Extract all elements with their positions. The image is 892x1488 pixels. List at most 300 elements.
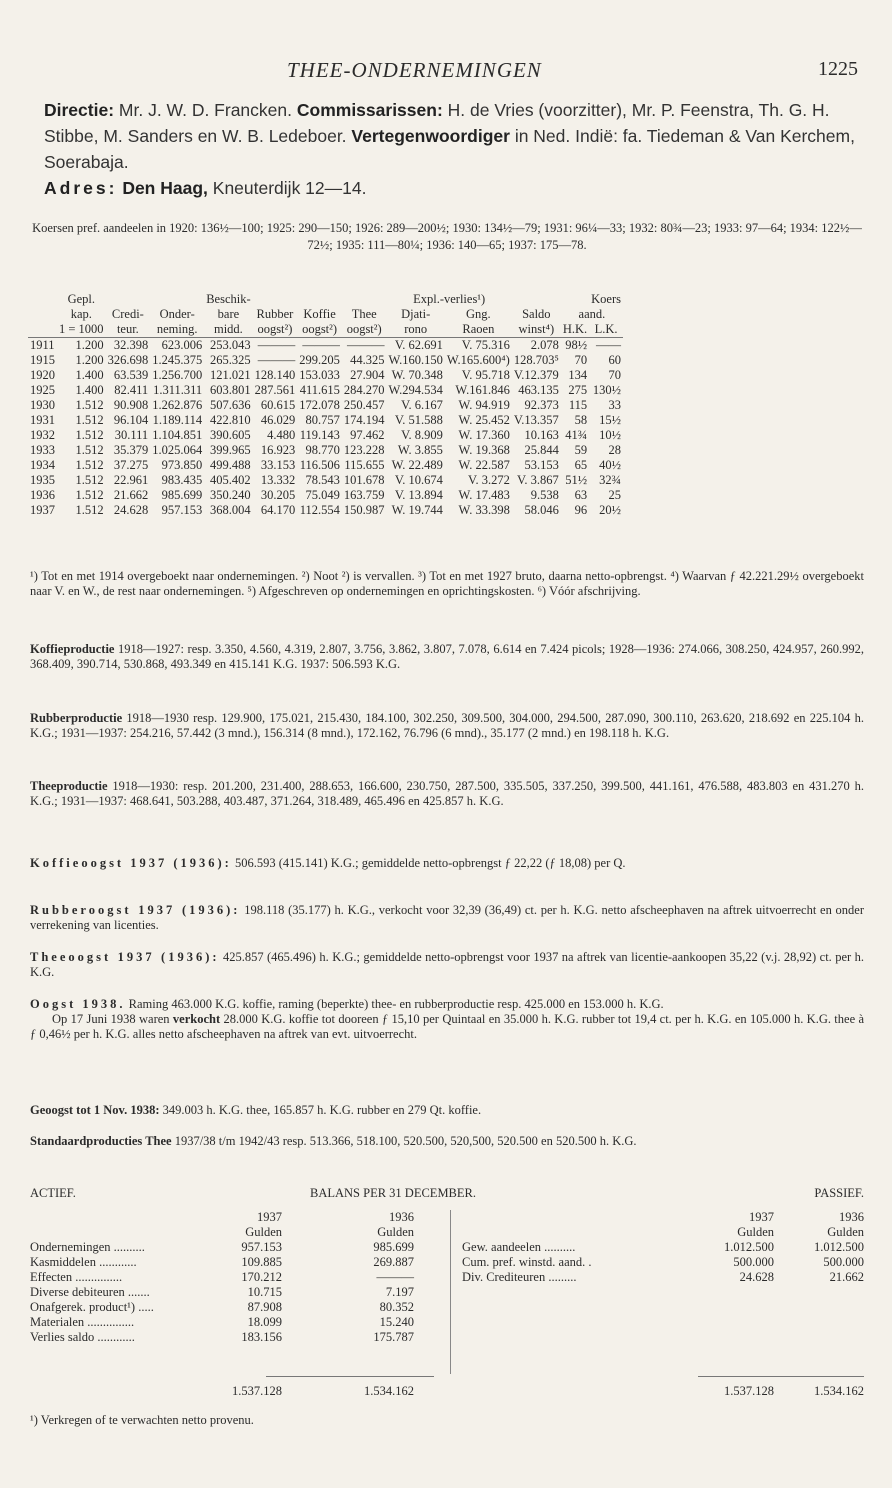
theeoogst-text: 425.857 (465.496) h. K.G.; gemiddelde netto-opbrengst voor 1937 na aftrek van licentie-aankoopen 35,22 (v.j. 28,92) ct. per h. K.G. [30, 950, 864, 979]
passief-heading: PASSIEF. [814, 1186, 864, 1200]
table-row [28, 368, 623, 383]
table-cell: W. 17.360 [458, 428, 510, 442]
table-cell: 153.033 [299, 368, 340, 382]
table-cell: W. 70.348 [391, 368, 443, 382]
table-cell: 1.512 [75, 413, 104, 427]
table-cell [297, 292, 342, 307]
table-cell: 623.006 [150, 338, 204, 354]
table-cell: 284.270 [343, 383, 385, 397]
table-cell: 1937 [30, 503, 55, 517]
table-cell: 1.200 [75, 353, 104, 367]
table-cell: 1.512 [75, 398, 104, 412]
table-row [28, 503, 623, 518]
balance-row [30, 1300, 432, 1315]
balance-item-value: 21.662 [829, 1270, 864, 1284]
balance-item-value: 985.699 [373, 1240, 414, 1254]
oogst-text: Raming 463.000 K.G. koffie, raming (beperkte) thee- en rubberproductie resp. 425.000 en 153.000 h. K.G. [128, 997, 664, 1011]
table-cell: 287.561 [254, 383, 296, 397]
year-1937: 1937 [749, 1210, 774, 1224]
table-cell: 115.655 [344, 458, 385, 472]
oogst-label: Oogst 1938. [30, 997, 126, 1011]
table-cell: Thee [351, 307, 377, 321]
balance-item-label: Cum. pref. winstd. aand. . [462, 1255, 592, 1269]
table-cell: 51½ [565, 473, 588, 487]
verkocht-pre: Op 17 Juni 1938 waren [52, 1012, 170, 1026]
table-cell: 46.029 [260, 413, 296, 427]
passief-column [462, 1210, 864, 1285]
table-row [28, 383, 623, 398]
balance-item-value: 80.352 [379, 1300, 414, 1314]
table-cell: 116.506 [299, 458, 340, 472]
table-cell: 957.153 [161, 503, 203, 517]
share-prices: Koersen pref. aandeelen in 1920: 136½—100; 1925: 290—150; 1926: 289—200½; 1930: 134½—79; 1931: 96¼—33; 1932: 80¾—23; 1933: 97—64; 1934: 122½—72½; 1935: 111—80¼; 1936: 140—65; 1937: 175—78. [32, 221, 862, 252]
table-cell: V. 95.718 [461, 368, 510, 382]
table-cell: V. 10.674 [394, 473, 443, 487]
table-header-row [28, 292, 623, 307]
table-cell: 128.140 [254, 368, 296, 382]
table-cell: Rubber [256, 307, 294, 321]
table-cell: 1.025.064 [152, 443, 203, 457]
table-cell: 1920 [30, 368, 55, 382]
table-cell: Djati- [401, 307, 431, 321]
table-cell: 1.104.851 [152, 428, 203, 442]
oogst-1938 [30, 997, 864, 1042]
page-number: 1225 [818, 58, 858, 80]
table-cell: 350.240 [210, 488, 251, 502]
directie-label: Directie: [44, 100, 115, 120]
table-cell: 32¾ [599, 473, 621, 487]
table-cell: 422.810 [210, 413, 251, 427]
balance-row [30, 1315, 432, 1330]
table-cell [253, 292, 298, 307]
balance-item-value: 7.197 [385, 1285, 414, 1299]
table-cell [28, 292, 57, 307]
balance-title: BALANS PER 31 DECEMBER. [310, 1186, 476, 1200]
balance-row [30, 1285, 432, 1300]
section-title: THEE-ONDERNEMINGEN [287, 58, 542, 82]
table-cell: 41¾ [565, 428, 588, 442]
table-cell: 119.143 [299, 428, 340, 442]
table-cell: 37.275 [113, 458, 149, 472]
table-cell: Credi- [111, 307, 144, 321]
table-cell: 60.615 [260, 398, 296, 412]
table-cell: 985.699 [161, 488, 203, 502]
table-cell [28, 322, 57, 338]
table-cell: 326.698 [107, 353, 149, 367]
unit-label: Gulden [245, 1225, 282, 1239]
unit-label: Gulden [377, 1225, 414, 1239]
table-cell: W. 3.855 [397, 443, 443, 457]
actief-heading: ACTIEF. [30, 1186, 76, 1200]
balance-item-label: Kasmiddelen ............ [30, 1255, 137, 1269]
table-cell: 174.194 [343, 413, 385, 427]
directie-text: Mr. J. W. D. Francken. [118, 100, 292, 120]
table-cell: V. 75.316 [445, 338, 512, 354]
table-cell: 1.400 [75, 368, 104, 382]
table-cell: 399.965 [210, 443, 251, 457]
company-info [44, 97, 864, 201]
table-cell: 4.480 [267, 428, 296, 442]
table-cell: 1.262.876 [152, 398, 203, 412]
actief-column [30, 1210, 432, 1345]
table-cell: oogst²) [257, 322, 293, 336]
table-cell: 2.078 [512, 338, 561, 354]
table-cell: 1935 [30, 473, 55, 487]
table-cell: kap. [70, 307, 92, 321]
table-cell: V. 6.167 [401, 398, 443, 412]
table-cell: 58.046 [524, 503, 559, 517]
balance-row [462, 1255, 864, 1270]
table-cell: H.K. [562, 322, 588, 336]
table-cell: 82.411 [114, 383, 149, 397]
balance-sheet [30, 1186, 864, 1398]
year-1937: 1937 [257, 1210, 282, 1224]
table-cell: 275 [568, 383, 588, 397]
balance-item-label: Materialen ............... [30, 1315, 135, 1329]
table-cell: 70 [574, 353, 588, 367]
thee-label: Theeproductie [30, 779, 108, 793]
table-cell: Raoen [462, 322, 495, 336]
balance-item-label: Verlies saldo ............ [30, 1330, 135, 1344]
actief-total-1937: 1.537.128 [232, 1384, 282, 1398]
koffieoogst-text: 506.593 (415.141) K.G.; gemiddelde netto-opbrengst ƒ 22,22 (ƒ 18,08) per Q. [234, 856, 626, 870]
table-cell [106, 292, 151, 307]
table-cell: 96.104 [113, 413, 149, 427]
table-cell: 98½ [561, 338, 589, 354]
table-header-row [28, 307, 623, 322]
balance-item-value: 183.156 [241, 1330, 282, 1344]
balance-item-label: Onafgerek. product¹) ..... [30, 1300, 154, 1314]
table-cell: 1936 [30, 488, 55, 502]
table-cell: 92.373 [524, 398, 559, 412]
table-header-row [28, 322, 623, 338]
table-cell: 1931 [30, 413, 55, 427]
table-cell: 973.850 [161, 458, 203, 472]
table-cell: 96 [574, 503, 588, 517]
rubberoogst-text: 198.118 (35.177) h. K.G., verkocht voor 32,39 (36,49) ct. per h. K.G. netto afscheephaven na aftrek uitvoerrecht en onder verrekening van licenties. [30, 903, 865, 932]
total-line [698, 1376, 864, 1377]
table-cell: 70 [608, 368, 621, 382]
table-cell: 172.078 [299, 398, 340, 412]
table-cell: V. 62.691 [387, 338, 445, 354]
table-cell: 1.200 [57, 338, 106, 354]
table-cell: 1.189.114 [152, 413, 203, 427]
commissarissen-text: H. de Vries (voorzitter), Mr. P. Feenstra, Th. G. H. Stibbe, M. Sanders en W. B. Ledeboer. [44, 100, 830, 146]
table-cell: 15½ [599, 413, 621, 427]
table-cell: 10.163 [524, 428, 559, 442]
balance-row [30, 1240, 432, 1255]
table-cell: 265.325 [210, 353, 251, 367]
balance-item-value: 170.212 [241, 1270, 282, 1284]
table-cell: 97.462 [350, 428, 385, 442]
table-cell: 368.004 [210, 503, 251, 517]
year-1936: 1936 [389, 1210, 414, 1224]
table-cell: 1911 [28, 338, 57, 354]
table-cell: 28 [608, 443, 621, 457]
table-cell: 75.049 [305, 488, 340, 502]
table-cell: 1930 [30, 398, 55, 412]
table-cell: 78.543 [305, 473, 340, 487]
table-cell: 30.205 [260, 488, 296, 502]
balance-divider [450, 1210, 451, 1374]
balance-item-value: 269.887 [373, 1255, 414, 1269]
table-cell: V. 8.909 [401, 428, 443, 442]
table-cell: 163.759 [343, 488, 385, 502]
table-cell: ——— [342, 338, 387, 354]
standaard-text: 1937/38 t/m 1942/43 resp. 513.366, 518.100, 520.500, 520,500, 520.500 en 520.500 h. K.G. [174, 1134, 637, 1148]
table-cell: 983.435 [161, 473, 203, 487]
balance-row [462, 1240, 864, 1255]
rubberoogst-label: Rubberoogst 1937 (1936): [30, 903, 241, 917]
theeoogst-label: Theeoogst 1937 (1936): [30, 950, 220, 964]
table-cell: V. 3.272 [468, 473, 510, 487]
table-cell: 253.043 [204, 338, 252, 354]
balance-item-value: 109.885 [241, 1255, 282, 1269]
table-row [28, 488, 623, 503]
table-cell: 499.488 [210, 458, 251, 472]
table-cell: 40½ [599, 458, 621, 472]
table-cell: 58 [574, 413, 588, 427]
year-1936: 1936 [839, 1210, 864, 1224]
table-cell: oogst²) [346, 322, 382, 336]
table-cell: Gng. [466, 307, 491, 321]
table-row [28, 458, 623, 473]
table-cell: 1.256.700 [152, 368, 203, 382]
table-cell [561, 292, 589, 307]
table-cell: teur. [116, 322, 139, 336]
table-cell: V.12.379 [513, 368, 559, 382]
table-cell: 1.512 [75, 488, 104, 502]
balance-item-value: 18.099 [247, 1315, 282, 1329]
rubber-text: 1918—1930 resp. 129.900, 175.021, 215.430, 184.100, 302.250, 309.500, 304.000, 294.500, 287.090, 300.110, 263.620, 218.692 en 225.104 h. K.G.; 1931—1937: 254.216, 57.442 (3 mnd.), 156.314 (8 mnd.), 172.162, 76.796 (6 mnd)., 35.177 (2 mnd.) en 198.118 h. K.G. [30, 711, 864, 740]
table-cell: 299.205 [299, 353, 340, 367]
balance-row [30, 1330, 432, 1345]
table-cell: 130½ [592, 383, 621, 397]
table-cell: V.13.357 [513, 413, 559, 427]
table-cell: 63 [574, 488, 588, 502]
table-cell: Onder- [159, 307, 195, 321]
table-cell: V. 3.867 [517, 473, 559, 487]
table-row [28, 443, 623, 458]
table-cell: aand. [578, 307, 606, 321]
table-cell: Beschik- [206, 292, 251, 306]
table-cell: 507.636 [210, 398, 251, 412]
passief-total-1936: 1.534.162 [814, 1384, 864, 1398]
balance-item-value: 175.787 [373, 1330, 414, 1344]
table-cell: 390.605 [210, 428, 251, 442]
table-cell: 20½ [599, 503, 621, 517]
table-cell [342, 292, 387, 307]
table-cell: —— [589, 338, 623, 354]
table-cell: 98.770 [305, 443, 340, 457]
balance-item-value: 10.715 [247, 1285, 282, 1299]
table-cell: 44.325 [350, 353, 385, 367]
balance-item-label: Ondernemingen .......... [30, 1240, 145, 1254]
table-cell: W. 94.919 [458, 398, 510, 412]
balance-row [30, 1255, 432, 1270]
table-cell: rono [404, 322, 428, 336]
table-cell: W. 33.398 [458, 503, 510, 517]
balance-item-label: Div. Crediteuren ......... [462, 1270, 577, 1284]
thee-productie [30, 779, 864, 809]
table-cell: 1915 [30, 353, 55, 367]
table-cell: 63.539 [113, 368, 149, 382]
table-row [28, 338, 623, 354]
koffie-productie [30, 642, 864, 672]
table-cell: ——— [297, 338, 342, 354]
table-cell: 33 [608, 398, 621, 412]
table-cell: 30.111 [114, 428, 149, 442]
adres-street: Kneuterdijk 12—14. [212, 178, 367, 198]
table-cell: 25 [608, 488, 621, 502]
table-cell: 1.311.311 [153, 383, 203, 397]
table-cell: 1.512 [75, 473, 104, 487]
table-row [28, 353, 623, 368]
rubber-productie [30, 711, 864, 741]
balance-item-value: 1.012.500 [814, 1240, 864, 1254]
table-cell: W.160.150 [388, 353, 443, 367]
table-cell: 21.662 [113, 488, 149, 502]
table-cell: 22.961 [113, 473, 149, 487]
table-footnotes: ¹) Tot en met 1914 overgeboekt naar ondernemingen. ²) Noot ²) is vervallen. ³) Tot en met 1927 bruto, daarna netto-opbrengst. ⁴) Waarvan ƒ 42.221.29½ overgeboekt naar V. en W., de rest naar ondernemingen. ⁵) Afgeschreven op ondernemingen en oprichtingskosten. ⁶) Vóór afschrijving. [30, 569, 864, 598]
table-cell: 10½ [599, 428, 621, 442]
adres-city: Den Haag, [122, 178, 208, 198]
table-cell [28, 307, 57, 322]
table-cell: 1932 [30, 428, 55, 442]
rubberoogst [30, 903, 864, 933]
table-cell: 24.628 [113, 503, 149, 517]
table-cell: 53.153 [524, 458, 559, 472]
table-cell: 1.512 [75, 428, 104, 442]
geoogst-label: Geoogst tot 1 Nov. 1938: [30, 1103, 160, 1117]
table-cell: Gepl. [67, 292, 95, 306]
table-cell: W. 25.452 [458, 413, 510, 427]
balance-item-value: 957.153 [241, 1240, 282, 1254]
balance-item-label: Gew. aandeelen .......... [462, 1240, 576, 1254]
table-cell: Koers [591, 292, 621, 306]
vertegenwoordiger-label: Vertegenwoordiger [351, 126, 510, 146]
table-cell: bare [217, 307, 240, 321]
table-cell: 64.170 [260, 503, 296, 517]
adres-label: Adres: [44, 178, 118, 198]
table-row [28, 413, 623, 428]
table-cell: 90.908 [113, 398, 149, 412]
rubber-label: Rubberproductie [30, 711, 123, 725]
table-cell: W. 19.368 [458, 443, 510, 457]
table-cell: V. 13.894 [394, 488, 443, 502]
balance-row [462, 1270, 864, 1285]
table-cell: 121.021 [210, 368, 251, 382]
table-cell: oogst²) [302, 322, 338, 336]
table-cell: 1.512 [75, 458, 104, 472]
balance-item-label: Effecten ............... [30, 1270, 123, 1284]
table-cell: 32.398 [106, 338, 151, 354]
table-cell: V. 51.588 [394, 413, 443, 427]
balance-item-value: 24.628 [739, 1270, 774, 1284]
table-cell: W. 22.587 [458, 458, 510, 472]
balance-item-value: 500.000 [733, 1255, 774, 1269]
passief-total-1937: 1.537.128 [724, 1384, 774, 1398]
table-cell: 101.678 [343, 473, 385, 487]
geoogst [30, 1103, 864, 1118]
vertegenwoordiger-text: in Ned. Indië: fa. Tiedeman & Van Kerchem, Soerabaja. [44, 126, 855, 172]
balance-item-value: 500.000 [823, 1255, 864, 1269]
table-cell: 115 [568, 398, 588, 412]
table-row [28, 428, 623, 443]
financial-table [28, 292, 623, 518]
table-cell: 13.332 [260, 473, 296, 487]
koffieoogst [30, 856, 864, 871]
table-cell: 134 [568, 368, 588, 382]
table-cell: 405.402 [210, 473, 251, 487]
table-cell: 411.615 [299, 383, 340, 397]
koffie-text: 1918—1927: resp. 3.350, 4.560, 4.319, 2.807, 3.756, 3.862, 3.807, 7.078, 6.614 en 7.424 picols; 1928—1936: 274.066, 308.250, 424.957, 260.992, 368.409, 390.714, 530.868, 493.349 en 415.141 K.G. 1937: 506.593 K.G. [30, 642, 865, 671]
table-cell: W. 19.744 [391, 503, 443, 517]
table-cell: L.K. [594, 322, 618, 336]
table-cell: 150.987 [343, 503, 385, 517]
table-cell [150, 292, 204, 307]
table-cell: 128.703⁵ [513, 353, 559, 367]
table-cell: 27.904 [350, 368, 385, 382]
balance-footnote: ¹) Verkregen of te verwachten netto provenu. [30, 1413, 254, 1427]
table-cell: 123.228 [343, 443, 385, 457]
table-cell: 9.538 [530, 488, 559, 502]
table-cell: 250.457 [343, 398, 385, 412]
table-cell: Saldo [522, 307, 551, 321]
table-cell: winst⁴) [518, 322, 555, 336]
table-cell: ——— [253, 338, 298, 354]
table-cell: 1933 [30, 443, 55, 457]
balance-item-value: 1.012.500 [724, 1240, 774, 1254]
table-cell: 1 = 1000 [59, 322, 104, 336]
table-cell: 1.245.375 [152, 353, 203, 367]
koffie-label: Koffieproductie [30, 642, 115, 656]
table-cell: 1.512 [75, 443, 104, 457]
theeoogst [30, 950, 864, 980]
table-cell: W.161.846 [455, 383, 510, 397]
balance-item-value: ——— [376, 1270, 414, 1284]
table-cell: 80.757 [305, 413, 340, 427]
unit-label: Gulden [827, 1225, 864, 1239]
table-cell: 25.844 [524, 443, 559, 457]
table-cell: 16.923 [260, 443, 296, 457]
unit-label: Gulden [737, 1225, 774, 1239]
standaard-label: Standaardproducties Thee [30, 1134, 172, 1148]
total-line [266, 1376, 434, 1377]
balance-item-value: 87.908 [247, 1300, 282, 1314]
table-cell: 1934 [30, 458, 55, 472]
table-row [28, 398, 623, 413]
table-cell: W.165.600⁴) [446, 353, 510, 367]
table-cell [512, 292, 561, 307]
standaardproducties [30, 1134, 864, 1149]
table-cell: 112.554 [299, 503, 340, 517]
balance-row [30, 1270, 432, 1285]
table-cell: 35.379 [113, 443, 149, 457]
table-cell: 59 [574, 443, 588, 457]
table-cell: W. 17.483 [458, 488, 510, 502]
commissarissen-label: Commissarissen: [296, 100, 443, 120]
table-cell: Expl.-verlies¹) [413, 292, 486, 306]
table-cell: 33.153 [260, 458, 296, 472]
table-cell: 1925 [30, 383, 55, 397]
geoogst-text: 349.003 h. K.G. thee, 165.857 h. K.G. rubber en 279 Qt. koffie. [162, 1103, 482, 1117]
balance-item-label: Diverse debiteuren ....... [30, 1285, 150, 1299]
actief-total-1936: 1.534.162 [364, 1384, 414, 1398]
table-row [28, 473, 623, 488]
balance-item-value: 15.240 [379, 1315, 414, 1329]
verkocht-label: verkocht [172, 1012, 221, 1026]
